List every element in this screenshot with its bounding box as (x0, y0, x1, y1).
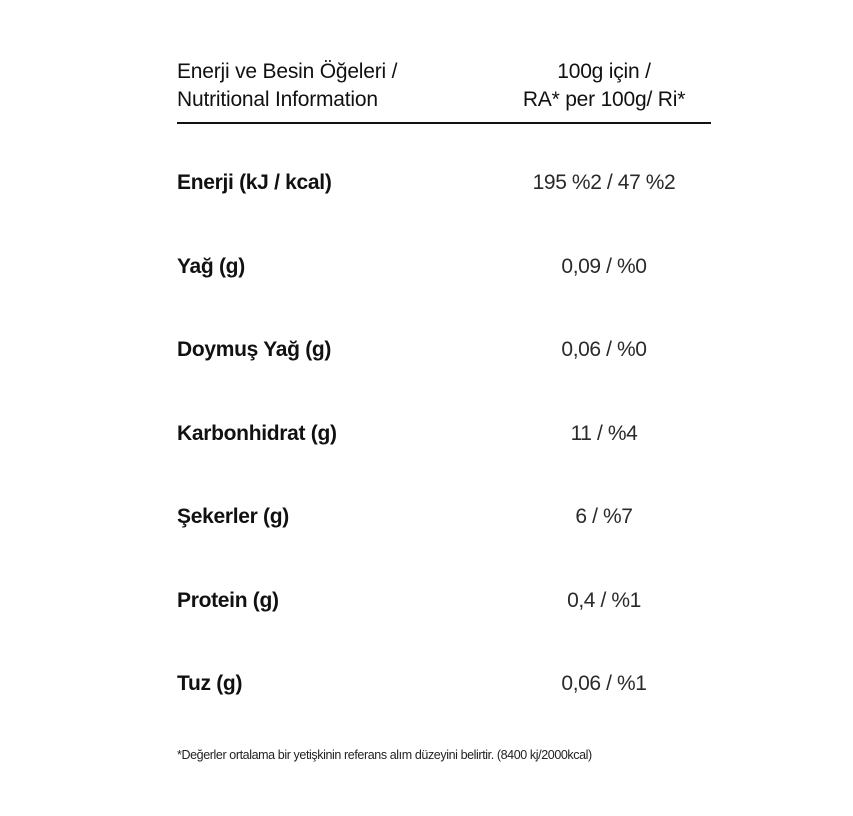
row-value: 195 %2 / 47 %2 (532, 171, 676, 194)
row-value: 0,06 / %1 (561, 672, 647, 695)
table-row-energy (177, 141, 711, 225)
row-label: Yağ (g) (177, 254, 245, 278)
header-right-line-1: 100g için / (557, 60, 651, 83)
row-label: Protein (g) (177, 588, 279, 612)
header-left-line-2: Nutritional Information (177, 88, 378, 111)
row-label: Şekerler (g) (177, 505, 289, 528)
table-body (177, 141, 711, 726)
nutrition-table (177, 58, 711, 695)
table-header (177, 58, 711, 124)
row-label: Doymuş Yağ (g) (177, 338, 332, 361)
row-label: Enerji (kJ / kcal) (177, 171, 332, 194)
table-row-sugars (177, 475, 711, 559)
row-value: 0,4 / %1 (567, 588, 641, 612)
header-nutrient-column (177, 58, 397, 114)
reference-intake-footnote: *Değerler ortalama bir yetişkinin referans alım düzeyini belirtir. (8400 kj/2000kcal) (177, 748, 592, 762)
row-value: 0,09 / %0 (561, 254, 647, 278)
table-row-carbohydrate (177, 392, 711, 476)
table-row-saturated-fat (177, 308, 711, 392)
table-row-protein (177, 559, 711, 643)
table-row-salt (177, 642, 711, 726)
row-label: Karbonhidrat (g) (177, 421, 337, 445)
header-right-line-2: RA* per 100g/ Ri* (522, 88, 686, 111)
header-left-line-1: Enerji ve Besin Öğeleri / (177, 60, 398, 83)
header-value-column (497, 58, 711, 114)
row-label: Tuz (g) (177, 672, 243, 695)
row-value: 6 / %7 (575, 505, 633, 528)
row-value: 11 / %4 (570, 421, 638, 445)
row-value: 0,06 / %0 (561, 338, 647, 361)
table-row-fat (177, 225, 711, 309)
